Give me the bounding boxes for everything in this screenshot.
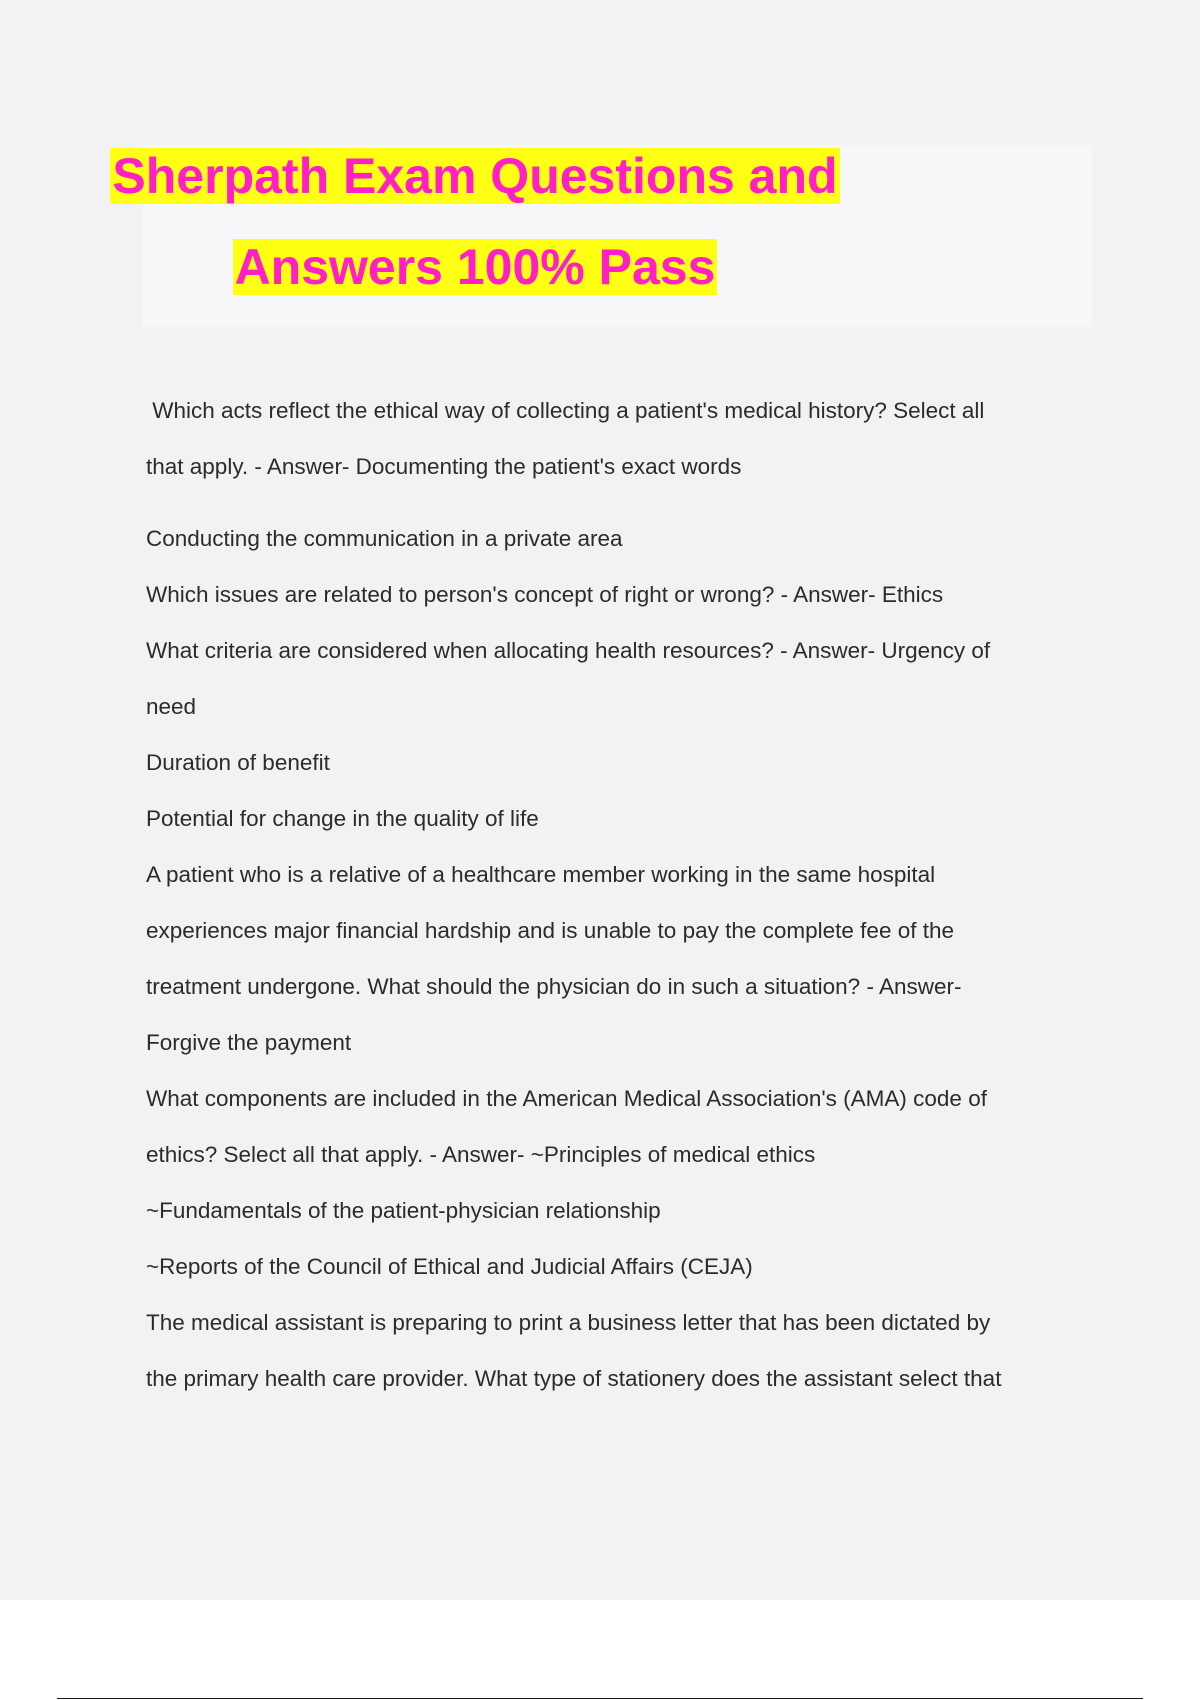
text-line: the primary health care provider. What type of stationery does the assistant select that xyxy=(146,1366,1002,1391)
text-line: Potential for change in the quality of life xyxy=(146,806,539,831)
text-line: ~Reports of the Council of Ethical and Judicial Affairs (CEJA) xyxy=(146,1254,753,1279)
text-line: Which issues are related to person's concept of right or wrong? - Answer- Ethics xyxy=(146,582,944,607)
paragraph-rest xyxy=(146,511,1086,1407)
paragraph-question-1 xyxy=(146,383,1086,495)
page-title-line-1 xyxy=(0,145,950,207)
text-line: Forgive the payment xyxy=(146,1030,352,1055)
footer-divider xyxy=(57,1698,1143,1699)
text-line: Duration of benefit xyxy=(146,750,330,775)
title-highlight-1: Sherpath Exam Questions and xyxy=(112,148,838,204)
text-line: need xyxy=(146,694,197,719)
text-line: Which acts reflect the ethical way of collecting a patient's medical history? Select all xyxy=(146,398,985,423)
text-line: that apply. - Answer- Documenting the patient's exact words xyxy=(146,454,742,479)
text-line: The medical assistant is preparing to print a business letter that has been dictated by xyxy=(146,1310,991,1335)
document-body xyxy=(146,383,1086,1407)
title-highlight-2: Answers 100% Pass xyxy=(234,239,716,295)
text-line: What components are included in the American Medical Association's (AMA) code of xyxy=(146,1086,987,1111)
text-line: ~Fundamentals of the patient-physician relationship xyxy=(146,1198,661,1223)
text-line: ethics? Select all that apply. - Answer- ~Principles of medical ethics xyxy=(146,1142,816,1167)
text-line: treatment undergone. What should the physician do in such a situation? - Answer- xyxy=(146,974,962,999)
text-line: experiences major financial hardship and is unable to pay the complete fee of the xyxy=(146,918,955,943)
text-line: A patient who is a relative of a healthcare member working in the same hospital xyxy=(146,862,936,887)
page-title-line-2 xyxy=(0,236,950,298)
text-line: Conducting the communication in a private area xyxy=(146,526,623,551)
text-line: What criteria are considered when allocating health resources? - Answer- Urgency of xyxy=(146,638,991,663)
